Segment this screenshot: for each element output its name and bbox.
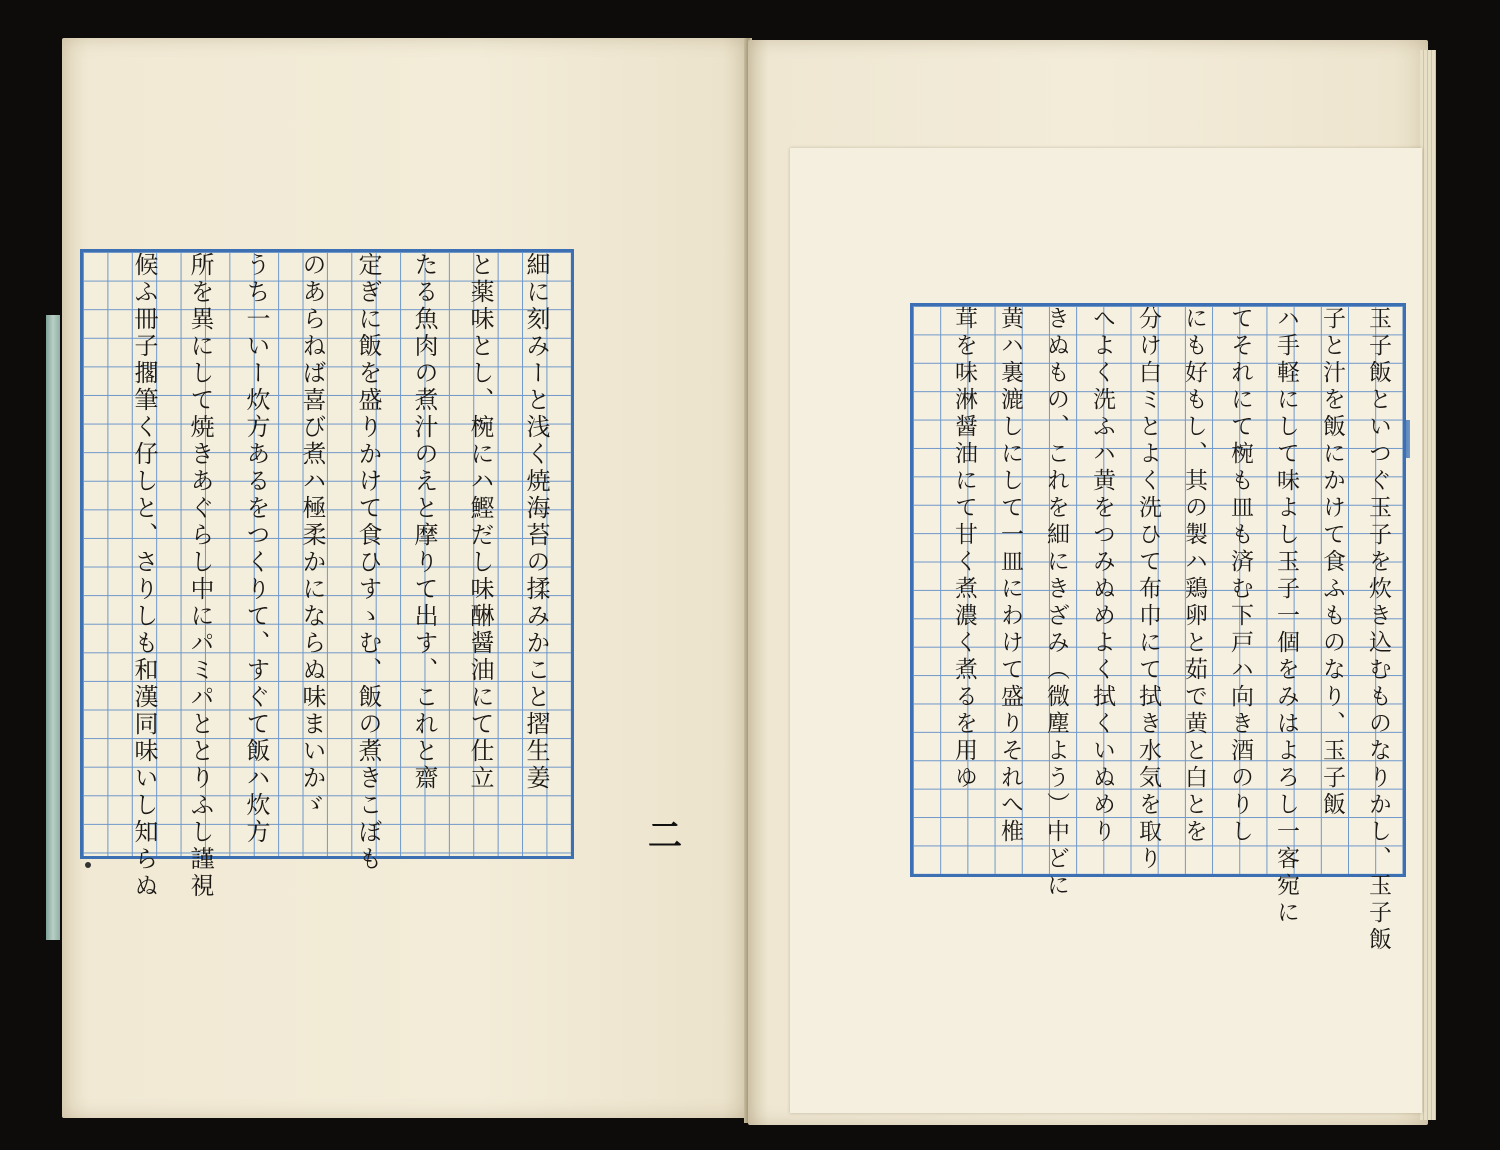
right-column-4: てそれにて椀も皿も済む下戸ハ向き酒のりし: [1227, 306, 1253, 846]
right-column-9: 黄ハ裏漉しにして一皿にわけて盛りそれへ椎: [997, 306, 1023, 846]
right-page-edges: [1420, 50, 1436, 1120]
left-column-8: 候ふ冊子擱筆く仔しと、さりしも和漢同味いし知らぬ: [130, 252, 158, 900]
right-column-5: にも好もし、其の製ハ鶏卵と茹で黄と白とを: [1181, 306, 1207, 846]
left-column-3: たる魚肉の煮汁のえと摩りて出す、これと齋: [410, 252, 438, 792]
left-column-6: うち一いー炊方あるをつくりて、すぐて飯ハ炊方: [242, 252, 270, 846]
left-column-7: 所を異にして焼きあぐらし中にパミパととりふし謹視: [186, 252, 214, 900]
right-column-10: 茸を味淋醤油にて甘く煮濃く煮るを用ゆ: [951, 306, 977, 792]
right-column-8: きぬもの、これを細にきざみ（微塵よう）中どに: [1043, 306, 1069, 900]
left-page-fore-edge: [46, 315, 60, 940]
page-number: 二: [648, 816, 682, 856]
left-column-5: のあらねば喜び煮ハ極柔かにならぬ味まいかゞ: [298, 252, 326, 819]
left-column-4: 定ぎに飯を盛りかけて食ひすゝむ、飯の煮きこぼも: [354, 252, 382, 873]
pin-hole: [85, 862, 91, 868]
right-column-6: 分け白ミとよく洗ひて布巾にて拭き水気を取り: [1135, 306, 1161, 873]
right-manuscript-grid: [910, 303, 1406, 954]
left-manuscript-grid: [80, 249, 574, 900]
right-column-2: 子と汁を飯にかけて食ふものなり、玉子飯: [1319, 306, 1345, 819]
right-column-3: ハ手軽にして味よし玉子一個をみはよろし一客宛に: [1273, 306, 1299, 927]
left-column-1: 細に刻みーと浅く焼海苔の揉みかこと摺生姜: [522, 252, 550, 792]
left-column-2: と薬味とし、椀にハ鰹だし味醂醤油にて仕立: [466, 252, 494, 792]
right-column-7: へよく洗ふハ黄をつみぬめよく拭くいぬめり: [1089, 306, 1115, 846]
right-column-1: 玉子飯といつぐ玉子を炊き込むものなりかし、玉子飯: [1365, 306, 1391, 954]
